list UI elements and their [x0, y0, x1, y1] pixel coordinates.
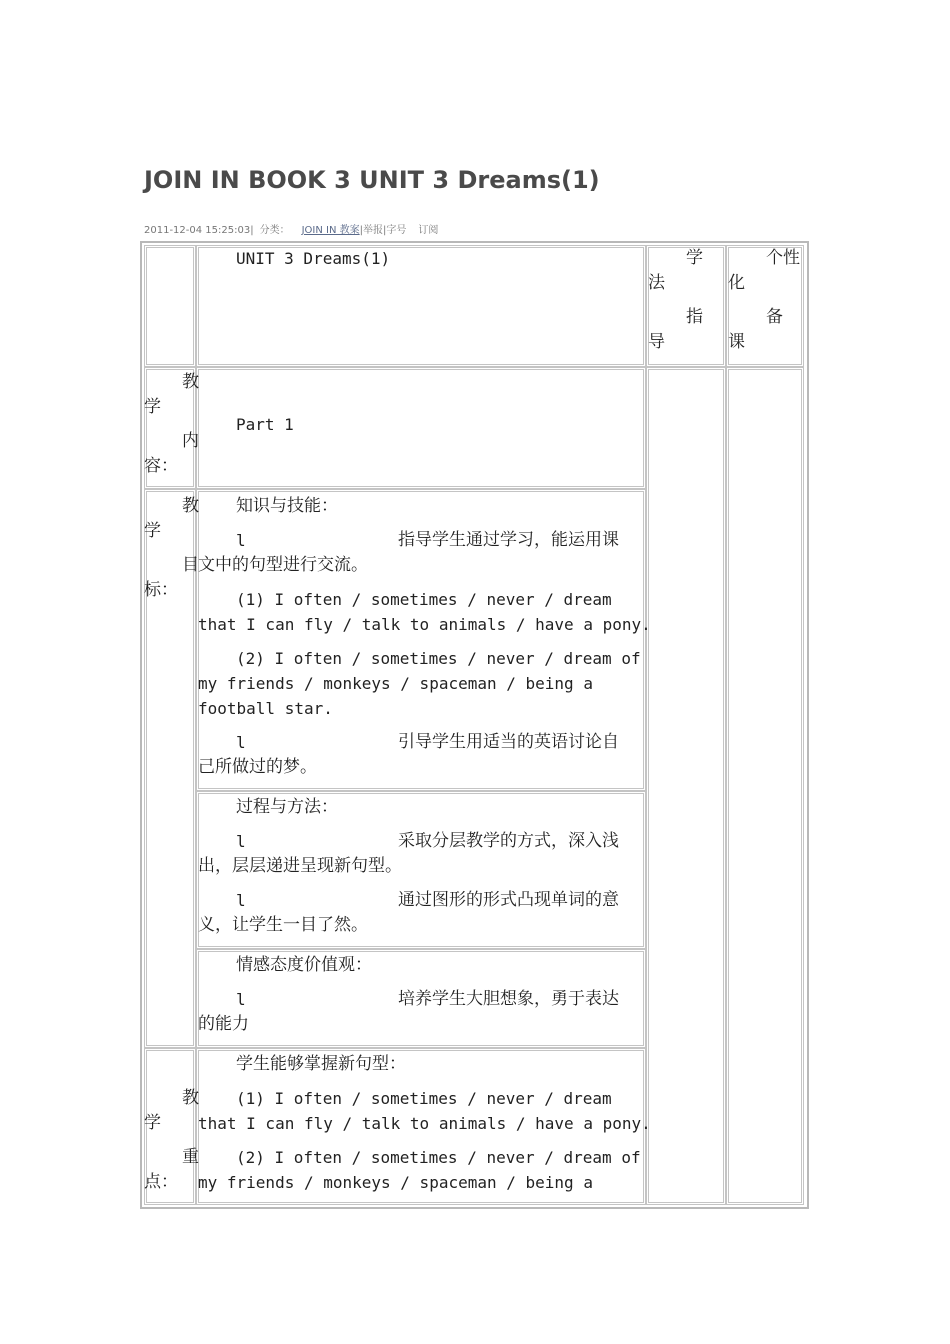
- key-points-heading: 学生能够掌握新句型：: [236, 1054, 406, 1074]
- font-size-link[interactable]: 字号: [386, 225, 407, 236]
- knowledge-heading: 知识与技能：: [236, 496, 338, 516]
- process-item2-bullet: l: [236, 891, 246, 910]
- content-label-1: 教: [182, 372, 199, 392]
- knowledge-ex2-line2: my friends / monkeys / spaceman / being a: [198, 674, 593, 693]
- knowledge-item1-line2: 文中的句型进行交流。: [198, 555, 368, 575]
- post-datetime: 2011-12-04 15:25:03|: [144, 225, 254, 236]
- objectives-label-1: 教: [182, 496, 199, 516]
- category-link[interactable]: JOIN IN 教案: [301, 225, 360, 236]
- key-points-label-3: 重: [182, 1147, 199, 1167]
- key-points-label-2: 学: [144, 1113, 161, 1133]
- knowledge-ex1-line1: (1) I often / sometimes / never / dream: [236, 590, 612, 609]
- article-meta: [144, 221, 438, 236]
- process-item1-line2: 出，层层递进呈现新句型。: [198, 856, 402, 876]
- key-points-ex2-line2: my friends / monkeys / spaceman / being a: [198, 1173, 593, 1192]
- method-guide-header-4: 导: [648, 332, 665, 352]
- process-item2-line1: 通过图形的形式凸现单词的意: [398, 890, 619, 910]
- process-item1-bullet: l: [236, 832, 246, 851]
- personal-prep-body-cell: [726, 367, 804, 1205]
- content-text: Part 1: [236, 415, 294, 434]
- key-points-label-1: 教: [182, 1088, 199, 1108]
- knowledge-ex2-line3: football star.: [198, 699, 333, 718]
- personal-prep-header-2: 化: [728, 273, 745, 293]
- knowledge-item1-line1: 指导学生通过学习，能运用课: [398, 530, 619, 550]
- emotion-item1-line1: 培养学生大胆想象，勇于表达: [398, 989, 619, 1009]
- process-item1-line1: 采取分层教学的方式，深入浅: [398, 831, 619, 851]
- subscribe-link[interactable]: 订阅: [418, 225, 439, 236]
- emotion-heading: 情感态度价值观：: [236, 955, 372, 975]
- content-label-4: 容：: [144, 456, 178, 476]
- emotion-item1-bullet: l: [236, 990, 246, 1009]
- knowledge-item2-line1: 引导学生用适当的英语讨论自: [398, 732, 619, 752]
- knowledge-item2-line2: 己所做过的梦。: [198, 757, 317, 777]
- knowledge-item2-bullet: l: [236, 733, 246, 752]
- personal-prep-header-1: 个性: [766, 248, 800, 268]
- method-guide-body-cell: [646, 367, 726, 1205]
- category-label: 分类：: [259, 225, 290, 236]
- key-points-ex2-line1: (2) I often / sometimes / never / dream of: [236, 1148, 641, 1167]
- knowledge-ex1-line2: that I can fly / talk to animals / have a pony.: [198, 615, 651, 634]
- knowledge-ex2-line1: (2) I often / sometimes / never / dream of: [236, 649, 641, 668]
- emotion-item1-line2: 的能力: [198, 1014, 249, 1034]
- process-item2-line2: 义，让学生一目了然。: [198, 915, 368, 935]
- report-link[interactable]: |举报|: [359, 225, 387, 236]
- content-label-2: 学: [144, 397, 161, 417]
- objectives-label-3: 目: [182, 555, 199, 575]
- article-title: JOIN IN BOOK 3 UNIT 3 Dreams(1): [144, 166, 600, 194]
- key-points-ex1-line2: that I can fly / talk to animals / have a pony.: [198, 1114, 651, 1133]
- method-guide-header-2: 法: [648, 273, 665, 293]
- unit-title: UNIT 3 Dreams(1): [236, 249, 391, 268]
- objectives-label-4: 标：: [144, 580, 178, 600]
- content-label-3: 内: [182, 431, 199, 451]
- process-heading: 过程与方法：: [236, 797, 338, 817]
- personal-prep-header-4: 课: [728, 332, 745, 352]
- key-points-ex1-line1: (1) I often / sometimes / never / dream: [236, 1089, 612, 1108]
- personal-prep-header-3: 备: [766, 307, 783, 327]
- knowledge-item1-bullet: l: [236, 531, 246, 550]
- key-points-label-4: 点：: [144, 1172, 178, 1192]
- method-guide-header-1: 学: [686, 248, 703, 268]
- method-guide-header-3: 指: [686, 307, 703, 327]
- header-label-cell: [144, 245, 196, 367]
- objectives-label-2: 学: [144, 521, 161, 541]
